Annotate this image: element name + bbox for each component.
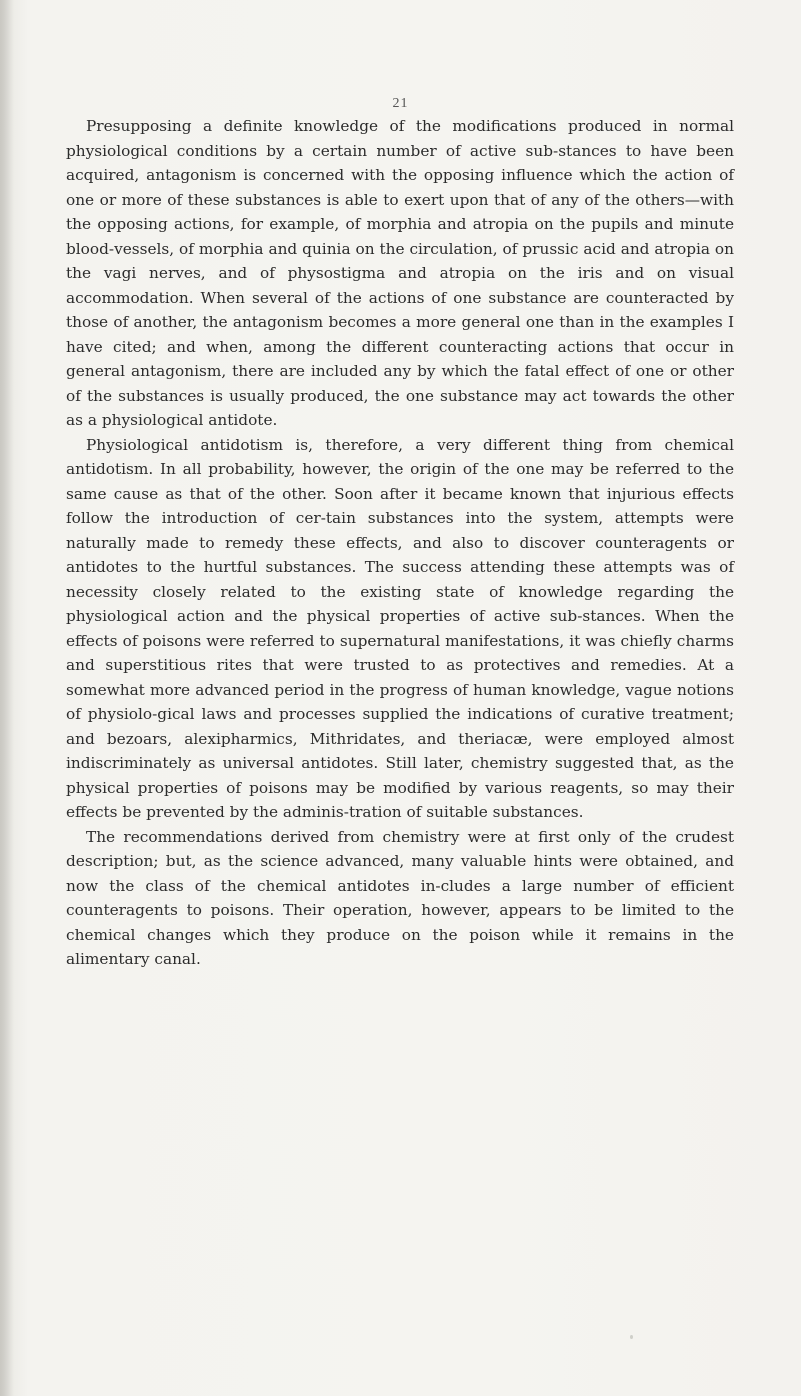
body-text [66,114,734,972]
paper-speck [630,1335,633,1339]
page-number: 21 [392,96,409,111]
paragraph-2: Physiological antidotism is, therefore, a very different thing from chemical antidotism. In all probability, however, the origin of the one may be referred to the same cause as that of the other. Soon after it became known that injurious effects follow the introduction of cer-tain substances into the system, attempts were naturally made to remedy these effects, and also to discover counteragents or antidotes to the hurtful substances. The success attending these attempts was of necessity closely related to the existing state of knowledge regarding the physiological action and the physical properties of active sub-stances. When the effects of poisons were referred to supernatural manifestations, it was chiefly charms and superstitious rites that were trusted to as protectives and remedies. At a somewhat more advanced period in the progress of human knowledge, vague notions of physiolo-gical laws and processes supplied the indications of curative treatment; and bezoars, alexipharmics, Mithridates, and theriacæ, were employed almost indiscriminately as universal antidotes. Still later, chemistry suggested that, as the physical properties of poisons may be modified by various reagents, so may their effects be prevented by the adminis-tration of suitable substances. [66,435,734,821]
paragraph-3: The recommendations derived from chemistry were at first only of the crudest description; but, as the science advanced, many valuable hints were obtained, and now the class of the chemical antidotes in-cludes a large number of efficient counteragents to poisons. Their operation, however, appears to be limited to the chemical changes which they produce on the poison while it remains in the alimentary canal. [66,827,734,968]
binding-shadow [0,0,14,1396]
paragraph-1: Presupposing a definite knowledge of the modifications produced in normal physiological conditions by a certain number of active sub-stances to have been acquired, antagonism is concerned with the opposing influence which the action of one or more of these substances is able to exert upon that of any of the others—with the opposing actions, for example, of morphia and atropia on the pupils and minute blood-vessels, of morphia and quinia on the circulation, of prussic acid and atropia on the vagi nerves, and of physostigma and atropia on the iris and on visual accommodation. When several of the actions of one substance are counteracted by those of another, the antagonism becomes a more general one than in the examples I have cited; and when, among the different counteracting actions that occur in general antagonism, there are included any by which the fatal effect of one or other of the substances is usually produced, the one substance may act towards the other as a physiological antidote. [66,117,734,429]
